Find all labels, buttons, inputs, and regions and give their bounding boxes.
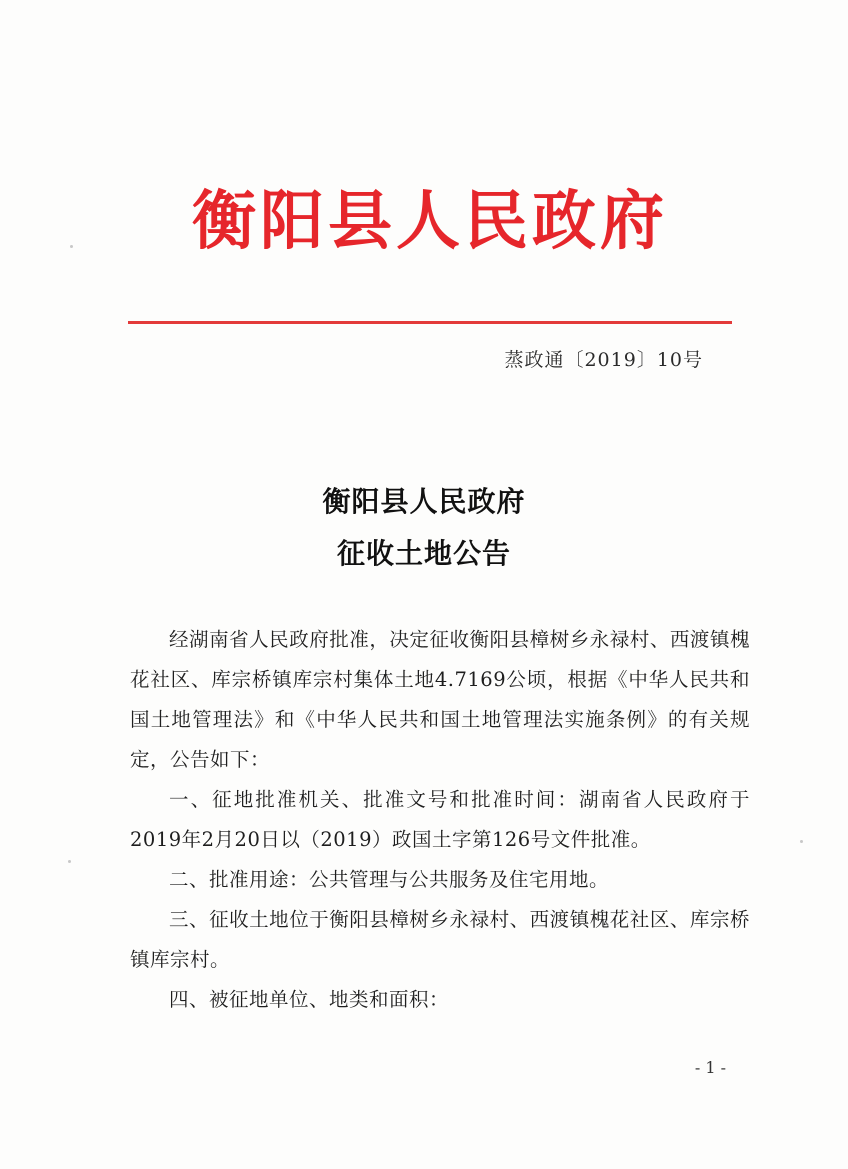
notice-title-line1: 衡阳县人民政府 bbox=[322, 485, 526, 518]
issuing-authority-title: 衡阳县人民政府 bbox=[192, 184, 668, 259]
document-number: 蒸政通〔2019〕10号 bbox=[504, 349, 703, 371]
red-header-rule bbox=[128, 321, 732, 324]
notice-title-line2: 征收土地公告 bbox=[336, 537, 511, 570]
notice-body bbox=[130, 620, 750, 1020]
body-paragraph-intro: 经湖南省人民政府批准，决定征收衡阳县樟树乡永禄村、西渡镇槐花社区、库宗桥镇库宗村集体土地4.7169公顷，根据《中华人民共和国土地管理法》和《中华人民共和国土地管理法实施条例》的有关规定，公告如下： bbox=[130, 628, 750, 771]
scan-speck bbox=[68, 860, 71, 863]
scan-speck bbox=[800, 840, 803, 843]
body-paragraph-usage: 二、批准用途：公共管理与公共服务及住宅用地。 bbox=[169, 868, 610, 891]
body-paragraph-approval: 一、征地批准机关、批准文号和批准时间：湖南省人民政府于2019年2月20日以（2019）政国土字第126号文件批准。 bbox=[130, 788, 750, 851]
body-paragraph-location: 三、征收土地位于衡阳县樟树乡永禄村、西渡镇槐花社区、库宗桥镇库宗村。 bbox=[130, 908, 750, 971]
body-paragraph-units: 四、被征地单位、地类和面积： bbox=[169, 988, 450, 1011]
scan-speck bbox=[70, 245, 73, 248]
page-number: - 1 - bbox=[694, 1058, 726, 1077]
